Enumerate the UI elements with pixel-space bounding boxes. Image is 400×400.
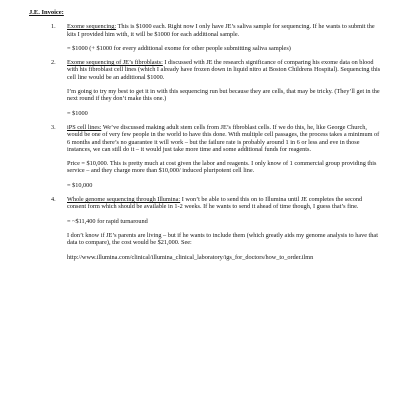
item-number: 2. [51, 59, 56, 67]
item-note: I’m going to try my best to get it in with this sequencing run but because they are cells, that may be tricky. (They’ll get in the next round if they don’t make this one.) [67, 88, 380, 103]
item-body: I discussed with JE the research significance of comparing his exome data on blood with his fibroblast cell lines (which I already have frozen down in liquid nitro at Boston Childrens Hospital). Sequencing this cell line would be an additional $1000. [67, 59, 381, 81]
item-number: 1. [51, 23, 56, 31]
invoice-item-list [29, 23, 382, 261]
item-heading: Exome sequencing of JE’s fibroblasts: [67, 59, 163, 67]
item-heading: iPS cell lines: [67, 123, 102, 131]
invoice-item-fibroblast-exome [29, 59, 382, 117]
item-note: I don’t know if JE’s parents are living – but if he wants to include them (which greatly aids my genome analysis to have that data to compare), the cost would be $21,000. See: [67, 231, 378, 247]
item-heading: Exome sequencing: [67, 23, 117, 31]
item-price: = $10,000 [67, 181, 93, 189]
item-number: 3. [51, 123, 56, 131]
item-price: = $1000 [67, 109, 88, 117]
item-note: Price = $10,000. This is pretty much at cost given the labor and reagents. I only know of 1 commercial group providing this service – and they charge more than $10,000/ induced pluripotent cell line. [67, 160, 377, 175]
item-body: I won’t be able to send this on to Illumina until JE completes the second consent form which should be available in 1-2 weeks. If he wants to send it ahead of time though, I guess that’s fine. [67, 196, 363, 211]
document-title: J.E. Invoice: [29, 9, 64, 16]
illumina-link[interactable]: http://www.illumina.com/clinical/illumina_clinical_laboratory/igs_for_doctors/how_to_order.ilmn [67, 253, 314, 261]
item-heading: Whole genome sequencing through Illumina: [67, 196, 181, 204]
item-body: This is $1000 each. Right now I only have JE’s saliva sample for sequencing. If he wants to submit the kits I provided him with, it will be $1000 for each additional sample. [67, 23, 375, 38]
item-number: 4. [51, 196, 56, 204]
item-price: = ~$11,400 for rapid turnaround [67, 217, 148, 225]
item-body: We’ve discussed making adult stem cells from JE’s fibroblast cells. If we do this, he, like George Church, would be one of very few people in the world to have this done. With multiple cell passages, the process takes a minimum of 6 months and there’s no guarantee it will work – but the failure rate is probably around 1 in 6 or less and eve in those instances, we can still do it – it would just take more time and some additional funds for reagents. [67, 123, 380, 153]
item-price: = $1000 (+ $1000 for every additional exome for other people submitting saliva samples) [67, 44, 291, 52]
invoice-item-exome [29, 23, 382, 52]
invoice-item-whole-genome [29, 196, 382, 261]
invoice-item-ips-cell-lines [29, 124, 382, 189]
